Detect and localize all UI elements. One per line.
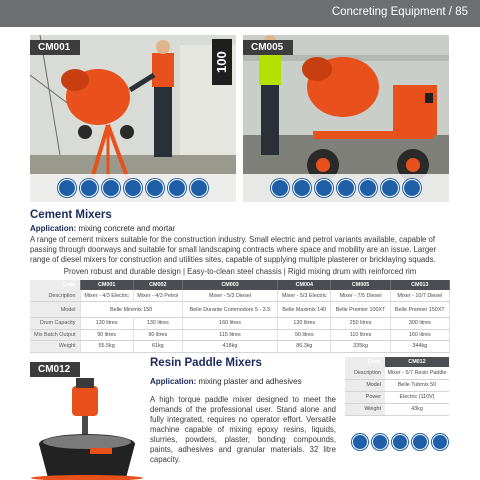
table-row: [345, 379, 449, 391]
table-cell: 43kg: [385, 403, 449, 415]
table-cell: Mixer - 4/3 Electric: [80, 290, 133, 302]
boots-icon: [293, 179, 311, 197]
spec-header-cm005: CM005: [331, 280, 390, 290]
photo-cm012: [30, 378, 145, 480]
table-cell: 130 litres: [278, 318, 331, 330]
table-cell: 250 litres: [331, 318, 390, 330]
table-cell: Belle Durante Commodore 5 - 3.5: [182, 302, 277, 318]
spec-header-cm001: CM001: [80, 280, 133, 290]
spec-header-code: Code: [345, 357, 385, 367]
application-text: mixing concrete and mortar: [78, 224, 176, 233]
table-cell: Weight: [345, 403, 385, 415]
trained-operator-icon: [432, 434, 448, 450]
table-row: [345, 367, 449, 379]
table-cell: Mixer - 4/3 Petrol: [133, 290, 182, 302]
table-cell: Mix Batch Output: [30, 329, 80, 341]
hand-icon: [337, 179, 355, 197]
code-tag-cm005: CM005: [243, 40, 293, 55]
gloves-icon: [315, 179, 333, 197]
trained-operator-icon: [190, 179, 208, 197]
table-row: [30, 341, 450, 353]
table-row: [30, 329, 450, 341]
application-text: mixing plaster and adhesives: [198, 377, 302, 386]
gloves-icon: [392, 434, 408, 450]
table-row: [30, 290, 450, 302]
table-cell: 90 litres: [278, 329, 331, 341]
table-cell: 90 litres: [133, 329, 182, 341]
boots-icon: [80, 179, 98, 197]
ppe-strip-right: [243, 174, 449, 202]
table-cell: Description: [345, 367, 385, 379]
hand-icon: [124, 179, 142, 197]
paddle-mixer-illustration: [30, 378, 145, 480]
table-row: [30, 318, 450, 330]
code-tag-cm001: CM001: [30, 40, 80, 55]
application-label: Application:: [30, 224, 77, 233]
code-tag-cm012: CM012: [30, 362, 80, 377]
boots-icon: [372, 434, 388, 450]
table-cell: 300 litres: [390, 318, 449, 330]
paddle-spec-table: [345, 357, 449, 416]
table-cell: Model: [30, 302, 80, 318]
spec-header-cm003: CM003: [182, 280, 277, 290]
mask-icon: [146, 179, 164, 197]
table-cell: Belle Tubmix 50: [385, 379, 449, 391]
table-cell: Belle Maximix 140: [278, 302, 331, 318]
photo-cm005: [243, 35, 449, 202]
goggles-icon: [168, 179, 186, 197]
table-cell: Electric (110V): [385, 391, 449, 403]
cement-mixers-title: Cement Mixers: [30, 209, 112, 221]
table-row: [345, 391, 449, 403]
table-cell: Belle Premier 100XT: [331, 302, 390, 318]
ppe-strip-paddle: [352, 434, 448, 450]
table-cell: Mixer - 5/3 Electric: [278, 290, 331, 302]
gloves-icon: [102, 179, 120, 197]
table-cell: 160 litres: [182, 318, 277, 330]
table-cell: Power: [345, 391, 385, 403]
table-cell: Weight: [30, 341, 80, 353]
ppe-strip-left: [30, 174, 236, 202]
ear-protection-icon: [271, 179, 289, 197]
cement-mixers-spec-table: [30, 280, 450, 353]
spec-header-cm004: CM004: [278, 280, 331, 290]
table-cell: Mixer - 5/7 Resin Paddle: [385, 367, 449, 379]
paddle-mixers-description: A high torque paddle mixer designed to meet the demands of the professional user. Stand alone and fully integrated, requires no operator effort. Versatile machine capable of mixing epoxy resins, liquids, slurries, powders, plaster, bonding compounds, paints, adhesives and granular materials. 32 litre capacity.: [150, 395, 336, 464]
table-cell: Belle Premier 150XT: [390, 302, 449, 318]
table-cell: 130 litres: [133, 318, 182, 330]
table-cell: Mixer - 10/7 Diesel: [390, 290, 449, 302]
paddle-mixers-title: Resin Paddle Mixers: [150, 357, 262, 369]
table-cell: 61kg: [133, 341, 182, 353]
table-cell: Model: [345, 379, 385, 391]
hundred-badge: 100: [212, 39, 232, 85]
photo-cm001: [30, 35, 236, 202]
goggles-icon: [412, 434, 428, 450]
spec-header-cm013: CM013: [390, 280, 449, 290]
spec-header-cm002: CM002: [133, 280, 182, 290]
cement-mixers-description: A range of cement mixers suitable for the construction industry. Small electric and petrol variants available, capable of passing through doorways and suitable for small landscaping contracts where space and mobility are an issue. Larger range of diesel mixers for construction and utilities sites, capable of supplying multiple plasterer or bricklaying squads.: [30, 235, 437, 264]
table-cell: 90 litres: [80, 329, 133, 341]
trained-operator-icon: [403, 179, 421, 197]
table-cell: 418kg: [182, 341, 277, 353]
cement-mixers-tagline: Proven robust and durable design | Easy-to-clean steel chassis | Rigid mixing drum with reinforced rim: [63, 267, 417, 276]
cement-mixers-application: [30, 224, 175, 233]
table-cell: 115 litres: [182, 329, 277, 341]
table-cell: 160 litres: [390, 329, 449, 341]
ear-protection-icon: [58, 179, 76, 197]
spec-header-row: [345, 357, 449, 367]
spec-header-cm012: CM012: [385, 357, 449, 367]
header-bar: [0, 0, 480, 27]
spec-header-code: Code: [30, 280, 80, 290]
table-cell: Description: [30, 290, 80, 302]
table-cell: Mixer - 5/3 Diesel: [182, 290, 277, 302]
table-cell: 110 litres: [331, 329, 390, 341]
table-row: [345, 403, 449, 415]
table-cell: 130 litres: [80, 318, 133, 330]
spec-header-row: [30, 280, 450, 290]
table-row: [30, 302, 450, 318]
ear-protection-icon: [352, 434, 368, 450]
table-cell: 344kg: [390, 341, 449, 353]
table-cell: 335kg: [331, 341, 390, 353]
table-cell: Mixer - 7/5 Diesel: [331, 290, 390, 302]
application-label: Application:: [150, 377, 197, 386]
table-cell: 55.5kg: [80, 341, 133, 353]
table-cell: Drum Capacity: [30, 318, 80, 330]
paddle-mixers-application: [150, 377, 302, 386]
goggles-icon: [381, 179, 399, 197]
page-header-title: Concreting Equipment / 85: [331, 6, 468, 18]
table-cell: Belle Minimix 150: [80, 302, 182, 318]
table-cell: 86.3kg: [278, 341, 331, 353]
mask-icon: [359, 179, 377, 197]
